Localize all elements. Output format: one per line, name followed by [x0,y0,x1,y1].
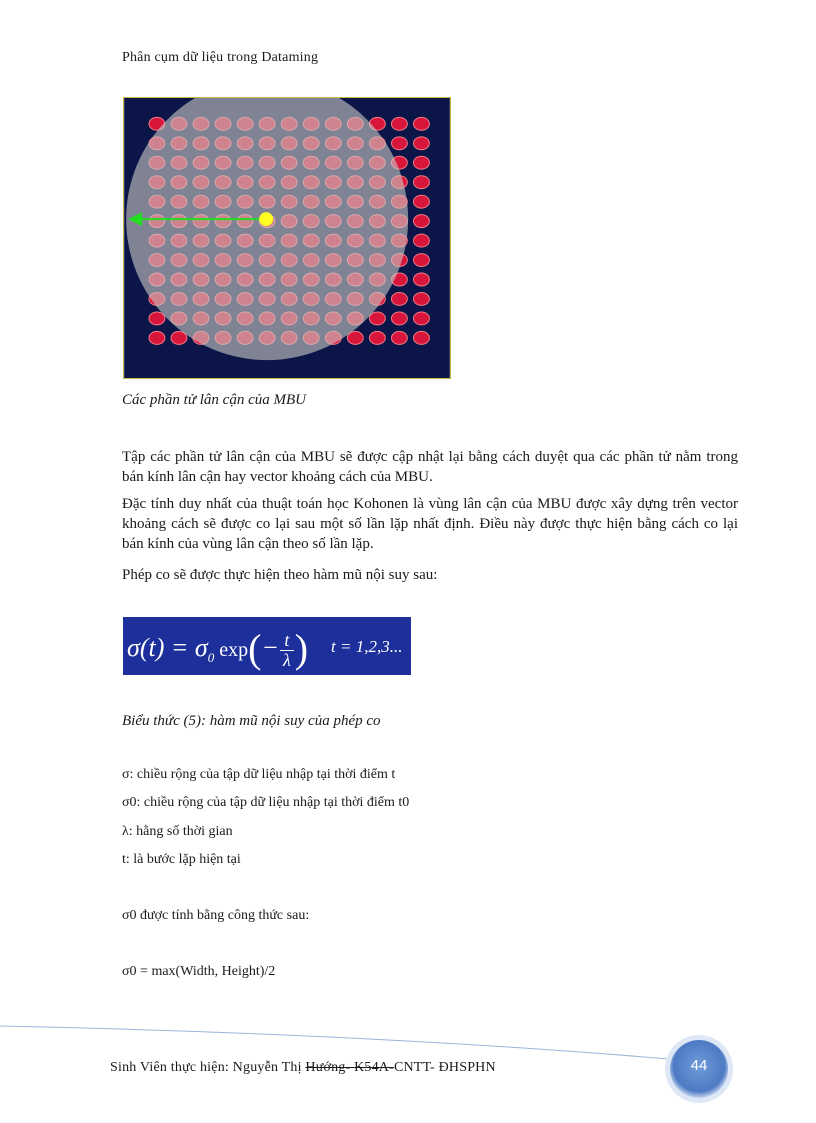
som-node [413,195,429,208]
page-number-badge [664,1034,734,1104]
definition-lambda: λ: hằng số thời gian [122,824,233,839]
sigma0-intro: σ0 được tính bằng công thức sau: [122,908,310,923]
som-node [391,137,407,150]
som-node [413,176,429,189]
formula-denominator: λ [283,649,291,670]
som-node [149,312,165,325]
paragraph-2: Đặc tính duy nhất của thuật toán học Kohonen là vùng lân cận của MBU được xây dựng trên vector khoảng cách sẽ được co lại sau một số lần lặp nhất định. Điều này được thực hiện bằng cách co lại bán kính của vùng lân cận theo số lần lặp. [122,496,738,552]
formula-right-paren: ) [294,626,309,671]
som-node [413,215,429,228]
som-node [413,312,429,325]
footer-struck: Hướng- K54A- [305,1060,394,1075]
som-node [413,137,429,150]
som-node [391,117,407,130]
page-number: 44 [690,1057,708,1074]
formula-lhs: σ(t) = σ [127,633,208,662]
mbu-node [259,212,273,226]
som-node [391,293,407,306]
formula-fraction [280,631,294,670]
footer-suffix: CNTT- ĐHSPHN [393,1060,496,1075]
definition-t: t: là bước lặp hiện tại [122,852,241,867]
formula-left-paren: ( [248,626,262,671]
paragraph-3: Phép co sẽ được thực hiện theo hàm mũ nội suy sau: [122,567,438,583]
som-node [413,331,429,344]
formula-image [123,617,411,675]
som-node [369,331,385,344]
definition-sigma: σ: chiều rộng của tập dữ liệu nhập tại thời điểm t [122,767,396,782]
formula-func: exp [214,639,249,661]
som-node [413,254,429,267]
som-node [413,273,429,286]
page-header: Phân cụm dữ liệu trong Dataming [122,50,319,65]
som-node [391,331,407,344]
formula-subscript: 0 [207,650,215,666]
som-node [391,312,407,325]
sigma0-formula: σ0 = max(Width, Height)/2 [122,964,276,979]
som-node [149,331,165,344]
figure-caption: Các phần tử lân cận của MBU [122,392,306,408]
som-node [413,156,429,169]
formula-numerator: t [280,631,294,651]
paragraph-1: Tập các phần tử lân cận của MBU sẽ được cập nhật lại bằng cách duyệt qua các phần tử nằm trong bán kính lân cận hay vector khoảng cách của MBU. [122,449,738,485]
som-node [413,117,429,130]
som-node [413,234,429,247]
som-node [369,312,385,325]
som-node [413,293,429,306]
formula-minus: − [261,633,279,662]
definition-sigma0: σ0: chiều rộng của tập dữ liệu nhập tại thời điểm t0 [122,795,410,810]
formula-t-values: t = 1,2,3... [331,637,403,656]
kohonen-neighborhood-figure [123,97,451,379]
footer-prefix: Sinh Viên thực hiện: Nguyễn Thị [110,1060,306,1075]
formula-expression [127,625,308,672]
page-footer [110,1060,496,1076]
formula-caption: Biểu thức (5): hàm mũ nội suy của phép co [122,713,381,729]
